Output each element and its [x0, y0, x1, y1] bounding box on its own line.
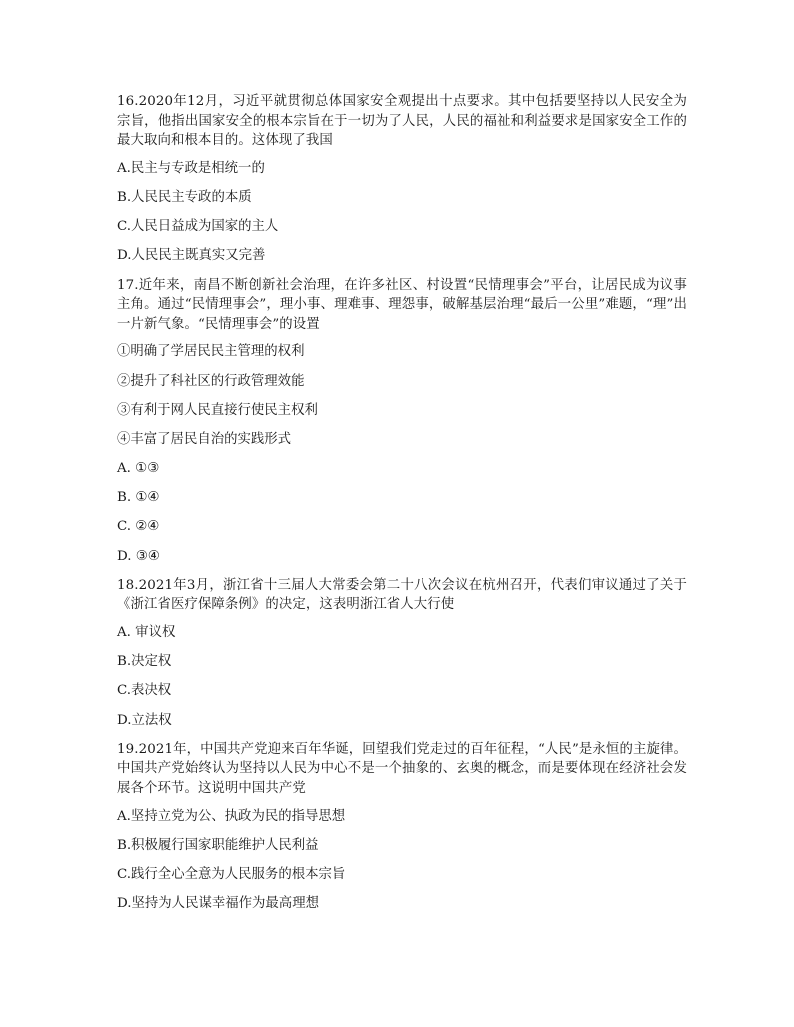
- option-c: C. ②④: [117, 519, 160, 535]
- statement-3: ③有利于网人民直接行使民主权利: [117, 402, 318, 418]
- option-c: C.人民日益成为国家的主人: [117, 219, 279, 235]
- option-a: A. ①③: [117, 461, 160, 477]
- option-b: B.决定权: [117, 654, 172, 670]
- option-b: B.积极履行国家职能维护人民利益: [117, 837, 319, 853]
- option-b: B.人民民主专政的本质: [117, 189, 252, 205]
- option-c: C.践行全心全意为人民服务的根本宗旨: [117, 866, 346, 882]
- option-d: D. ③④: [117, 548, 160, 564]
- question-18: [117, 576, 687, 730]
- option-d: D.立法权: [117, 712, 172, 728]
- option-d: D.人民民主既真实又完善: [117, 248, 266, 264]
- statement-4: ④丰富了居民自治的实践形式: [117, 431, 292, 447]
- question-stem: 16.2020年12月，习近平就贯彻总体国家安全观提出十点要求。其中包括要坚持以人民安全为宗旨，他指出国家安全的根本宗旨在于一切为了人民，人民的福祉和利益要求是国家安全工作的最大取向和根本目的。这体现了我国: [117, 94, 687, 149]
- question-stem: 17.近年来，南昌不断创新社会治理，在许多社区、村设置“民情理事会”平台，让居民成为议事主角。通过“民情理事会”，理小事、理难事、理怨事，破解基层治理“最后一公里”难题，“理”出一片新气象。“民情理事会”的设置: [117, 277, 687, 332]
- statement-2: ②提升了科社区的行政管理效能: [117, 373, 305, 389]
- option-b: B. ①④: [117, 490, 160, 506]
- question-16: [117, 92, 687, 266]
- option-c: C.表决权: [117, 683, 172, 699]
- option-d: D.坚持为人民谋幸福作为最高理想: [117, 896, 319, 912]
- question-stem: 19.2021年，中国共产党迎来百年华诞，回望我们党走过的百年征程，“人民”是永恒的主旋律。中国共产党始终认为坚持以人民为中心不是一个抽象的、玄奥的概念，而是要体现在经济社会发展各个环节。这说明中国共产党: [117, 741, 687, 796]
- question-17: [117, 276, 687, 567]
- question-19: [117, 740, 687, 914]
- option-a: A. 审议权: [117, 625, 176, 640]
- option-a: A.民主与专政是相统一的: [117, 160, 265, 176]
- exam-page: [117, 92, 687, 923]
- statement-1: ①明确了学居民民主管理的权利: [117, 344, 305, 360]
- option-a: A.坚持立党为公、执政为民的指导思想: [117, 808, 346, 824]
- question-stem: 18.2021年3月，浙江省十三届人大常委会第二十八次会议在杭州召开，代表们审议通过了关于《浙江省医疗保障条例》的决定，这表明浙江省人大行使: [117, 577, 687, 613]
